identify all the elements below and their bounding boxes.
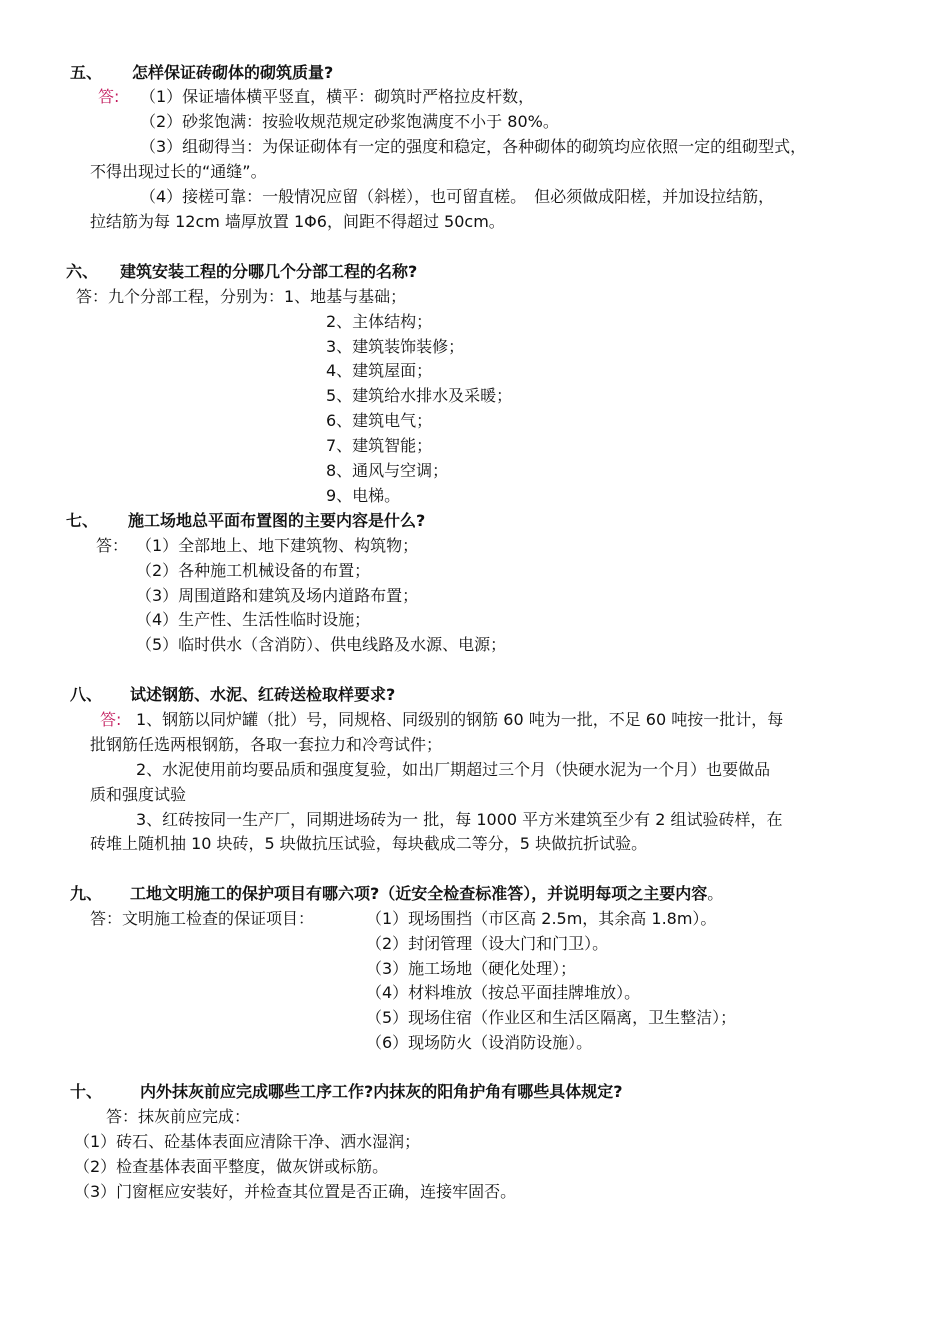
- section-10-number: 十、: [70, 1082, 103, 1101]
- section-6-number: 六、: [66, 262, 99, 281]
- section-7-item: （3）周围道路和建筑及场内道路布置；: [136, 586, 419, 605]
- section-8-line-3: 3、红砖按同一生产厂，同期进场砖为一 批，每 1000 平方米建筑至少有 2 组试验砖样，在: [136, 810, 783, 829]
- section-7-item: （4）生产性、生活性临时设施；: [136, 610, 371, 629]
- section-6-item: 6、建筑电气；: [326, 411, 433, 430]
- section-9-item: （5）现场住宿（作业区和生活区隔离，卫生整洁）；: [366, 1008, 737, 1027]
- section-9-item: （4）材料堆放（按总平面挂牌堆放）。: [366, 983, 641, 1002]
- section-8-heading: [70, 684, 395, 706]
- section-8-line-1: 1、钢筋以同炉罐（批）号，同规格、同级别的钢筋 60 吨为一批，不足 60 吨按一批计，每: [136, 710, 784, 729]
- section-8-line-2b: 质和强度试验: [90, 785, 187, 804]
- section-9-intro: 答：文明施工检查的保证项目：: [90, 909, 315, 928]
- section-10-heading: [70, 1081, 623, 1103]
- section-7-title: 施工场地总平面布置图的主要内容是什么?: [128, 511, 426, 530]
- section-7-heading: [66, 510, 425, 532]
- section-7-item: （2）各种施工机械设备的布置；: [136, 561, 371, 580]
- section-10-answer-intro: 答：抹灰前应完成：: [106, 1107, 251, 1126]
- section-5-line-1: （1）保证墙体横平竖直，横平：砌筑时严格拉皮杆数，: [140, 87, 535, 106]
- section-6-item: 5、建筑给水排水及采暖；: [326, 386, 513, 405]
- section-10-item: （2）检查基体表面平整度，做灰饼或标筋。: [74, 1157, 389, 1176]
- section-9-title-end: 。: [707, 884, 724, 903]
- section-6-heading: [66, 261, 417, 283]
- section-5-title: 怎样保证砖砌体的砌筑质量?: [132, 63, 334, 82]
- section-6-item: 9、电梯。: [326, 486, 401, 505]
- section-7-answer-label: 答：: [96, 536, 129, 555]
- section-9-item: （6）现场防火（设消防设施）。: [366, 1033, 593, 1052]
- section-5-line-3b: 不得出现过长的“通缝”。: [90, 162, 267, 181]
- section-6-item: 4、建筑屋面；: [326, 361, 433, 380]
- section-6-intro: 答：九个分部工程，分别为：1、地基与基础；: [76, 287, 407, 306]
- section-10-item: （3）门窗框应安装好，并检查其位置是否正确，连接牢固否。: [74, 1182, 517, 1201]
- section-6-item: 3、建筑装饰装修；: [326, 337, 465, 356]
- section-8-title: 试述钢筋、水泥、红砖送检取样要求?: [130, 685, 396, 704]
- section-6-item: 7、建筑智能；: [326, 436, 433, 455]
- section-8-line-1b: 批钢筋任选两根钢筋，各取一套拉力和冷弯试件；: [90, 735, 443, 754]
- section-8-answer-label: 答:: [100, 710, 122, 729]
- section-10-item: （1）砖石、砼基体表面应清除干净、洒水湿润；: [74, 1132, 421, 1151]
- section-5-line-4: （4）接槎可靠：一般情况应留（斜槎），也可留直槎。 但必须做成阳槎，并加设拉结筋，: [140, 187, 775, 206]
- section-6-title: 建筑安装工程的分哪几个分部工程的名称?: [120, 262, 418, 281]
- section-7-item: （1）全部地上、地下建筑物、构筑物；: [136, 536, 419, 555]
- section-8-line-2: 2、水泥使用前均要品质和强度复验，如出厂期超过三个月（快硬水泥为一个月）也要做品: [136, 760, 771, 779]
- section-9-item: （3）施工场地（硬化处理）；: [366, 959, 577, 978]
- section-7-number: 七、: [66, 511, 99, 530]
- section-5-line-2: （2）砂浆饱满：按验收规范规定砂浆饱满度不小于 80%。: [140, 112, 559, 131]
- section-6-item: 2、主体结构；: [326, 312, 433, 331]
- section-6-item: 8、通风与空调；: [326, 461, 449, 480]
- section-5-number: 五、: [70, 63, 103, 82]
- section-7-item: （5）临时供水（含消防）、供电线路及水源、电源；: [136, 635, 507, 654]
- section-10-title: 内外抹灰前应完成哪些工序工作?内抹灰的阳角护角有哪些具体规定?: [140, 1082, 623, 1101]
- section-5-heading: [70, 62, 333, 84]
- section-5-line-4b: 拉结筋为每 12cm 墙厚放置 1Φ6，间距不得超过 50cm。: [90, 212, 505, 231]
- section-9-title: 工地文明施工的保护项目有哪六项?（近安全检查标准答），并说明每项之主要内容: [130, 884, 708, 903]
- section-8-number: 八、: [70, 685, 103, 704]
- section-9-item: （1）现场围挡（市区高 2.5m，其余高 1.8m）。: [366, 909, 717, 928]
- section-9-item: （2）封闭管理（设大门和门卫）。: [366, 934, 609, 953]
- section-9-number: 九、: [70, 884, 103, 903]
- section-9-heading: [70, 883, 723, 905]
- section-5-answer-label: 答:: [98, 87, 120, 106]
- section-8-line-3b: 砖堆上随机抽 10 块砖，5 块做抗压试验，每块截成二等分，5 块做抗折试验。: [90, 834, 648, 853]
- section-5-line-3: （3）组砌得当：为保证砌体有一定的强度和稳定，各种砌体的砌筑均应依照一定的组砌型式，: [140, 137, 807, 156]
